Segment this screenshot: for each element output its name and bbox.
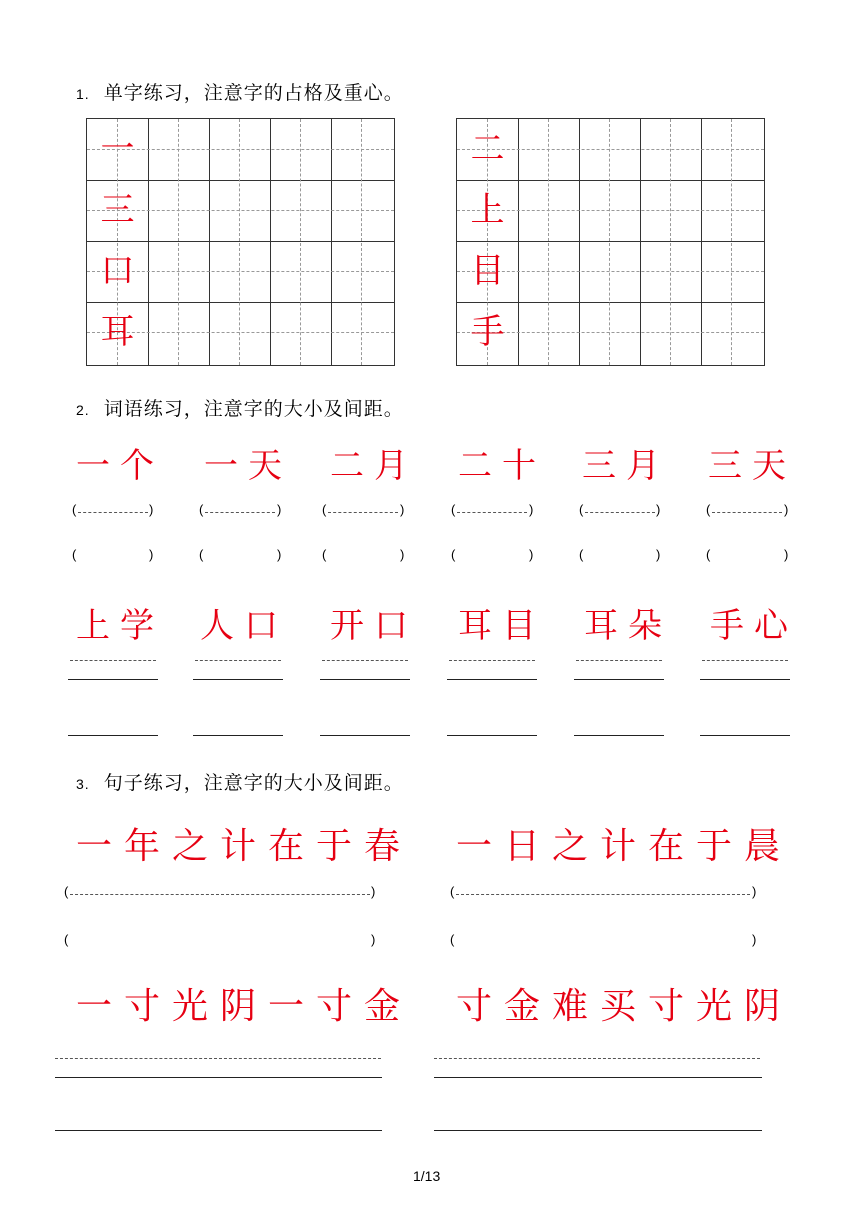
sentence: 寸金难买寸光阴 bbox=[456, 986, 793, 1027]
section3-number: 3. bbox=[76, 776, 90, 792]
word: 一个 bbox=[76, 446, 164, 486]
grid-char: 三 bbox=[100, 190, 135, 230]
grid-char: 耳 bbox=[100, 312, 135, 352]
right-practice-grid bbox=[456, 118, 765, 366]
section1-heading bbox=[76, 78, 404, 105]
section1-title: 单字练习，注意字的占格及重心。 bbox=[103, 82, 404, 104]
word: 上学 bbox=[76, 606, 164, 646]
word: 三月 bbox=[582, 446, 670, 486]
word: 二十 bbox=[458, 446, 546, 486]
word: 二月 bbox=[330, 446, 418, 486]
section3-title: 句子练习，注意字的大小及间距。 bbox=[103, 772, 404, 794]
word: 一天 bbox=[204, 446, 292, 486]
word: 开口 bbox=[330, 606, 418, 646]
grid-char: 一 bbox=[100, 129, 135, 169]
grid-char: 目 bbox=[470, 251, 505, 291]
page-number: 1/13 bbox=[413, 1168, 441, 1184]
word: 耳朵 bbox=[584, 606, 672, 646]
grid-char: 手 bbox=[470, 312, 505, 352]
word: 耳目 bbox=[458, 606, 546, 646]
section2-number: 2. bbox=[76, 402, 90, 418]
section1-number: 1. bbox=[76, 86, 90, 102]
word: 手心 bbox=[710, 606, 798, 646]
section3-heading bbox=[76, 768, 404, 795]
sentence: 一年之计在于春 bbox=[76, 826, 413, 867]
left-practice-grid bbox=[86, 118, 395, 366]
section2-title: 词语练习，注意字的大小及间距。 bbox=[103, 398, 404, 420]
grid-char: 上 bbox=[470, 190, 505, 230]
word: 人口 bbox=[200, 606, 288, 646]
section2-heading bbox=[76, 394, 404, 421]
grid-char: 口 bbox=[100, 251, 135, 291]
sentence: 一日之计在于晨 bbox=[456, 826, 793, 867]
grid-char: 二 bbox=[470, 129, 505, 169]
word: 三天 bbox=[708, 446, 796, 486]
sentence: 一寸光阴一寸金 bbox=[76, 986, 413, 1027]
